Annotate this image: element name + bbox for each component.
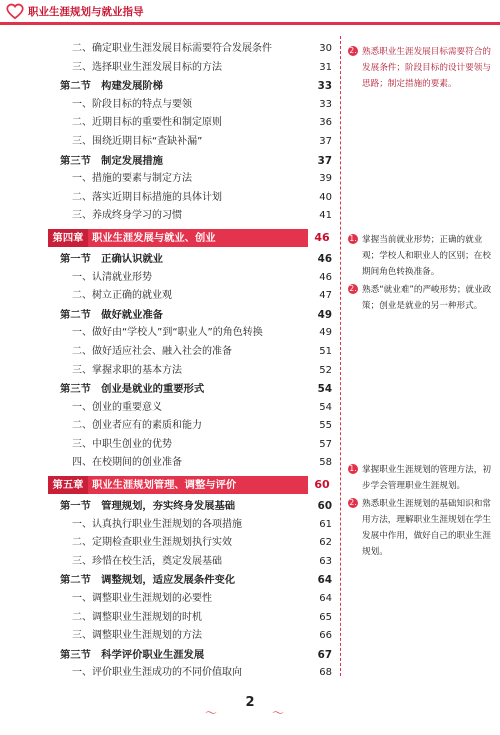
toc-sub-row[interactable] [60, 170, 336, 189]
toc-chapter-row[interactable] [52, 476, 336, 494]
toc-page-number: 58 [319, 457, 332, 469]
page-footer [0, 690, 500, 720]
toc-sub-row[interactable] [60, 133, 336, 152]
toc-entry-title: 一、阶段目标的特点与要领 [72, 98, 192, 110]
toc-sub-row[interactable] [60, 40, 336, 59]
toc-page-number: 54 [319, 401, 332, 413]
toc-entry-title: 三、珍惜在校生活，奠定发展基础 [72, 555, 222, 567]
goal-item [348, 232, 496, 280]
toc-page-number: 60 [308, 476, 336, 494]
toc-entry-title: 第一节 正确认识就业 [60, 252, 163, 265]
toc-entry-title: 三、围绕近期目标“查缺补漏” [72, 135, 203, 147]
chapter-label: 第四章 [48, 229, 88, 247]
toc-entry-title: 一、认真执行职业生涯规划的各项措施 [72, 518, 242, 530]
toc-entry-title: 第二节 调整规划，适应发展条件变化 [60, 574, 236, 587]
chapter-label: 第五章 [48, 476, 88, 494]
toc-page-number: 33 [319, 98, 332, 110]
toc-entry-title: 三、养成终身学习的习惯 [72, 210, 182, 222]
toc-sub-row[interactable] [60, 362, 336, 381]
toc-section-row[interactable] [60, 306, 336, 325]
goal-number-badge: 1. [349, 234, 357, 243]
toc-sub-row[interactable] [60, 324, 336, 343]
column-divider [340, 36, 341, 676]
goal-item [348, 44, 496, 92]
toc-page-number: 68 [319, 667, 332, 679]
toc-sub-row[interactable] [60, 664, 336, 683]
toc-entry-title: 三、选择职业生涯发展目标的方法 [72, 61, 222, 73]
goal-text: 熟悉职业生涯发展目标需要符合的发展条件；阶段目标的设计要领与思路；制定措施的要素。 [362, 47, 491, 89]
toc-entry-title: 职业生涯规划管理、调整与评价 [92, 479, 237, 492]
table-of-contents [52, 40, 336, 683]
toc-entry-title: 二、树立正确的就业观 [72, 290, 172, 302]
toc-page-number: 52 [319, 364, 332, 376]
goal-text: 掌握职业生涯规划的管理方法，初步学会管理职业生涯规划。 [362, 465, 491, 491]
toc-section-row[interactable] [60, 380, 336, 399]
toc-entry-title: 三、调整职业生涯规划的方法 [72, 630, 202, 642]
toc-sub-row[interactable] [60, 436, 336, 455]
toc-page-number: 46 [319, 271, 332, 283]
goal-number-badge: 2. [349, 498, 357, 507]
wave-ornament-right: ～ [272, 706, 285, 720]
toc-entry-title: 一、创业的重要意义 [72, 401, 162, 413]
toc-sub-row[interactable] [60, 399, 336, 418]
toc-sub-row[interactable] [60, 534, 336, 553]
toc-page-number: 39 [319, 173, 332, 185]
goal-number-badge: 2. [349, 284, 357, 293]
goal-item [348, 282, 496, 314]
toc-sub-row[interactable] [60, 59, 336, 78]
goal-number-badge: 1. [349, 464, 357, 473]
toc-entry-title: 第三节 创业是就业的重要形式 [60, 383, 205, 396]
toc-entry-title: 第二节 构建发展阶梯 [60, 80, 163, 93]
toc-sub-row[interactable] [60, 417, 336, 436]
toc-entry-title: 三、掌握求职的基本方法 [72, 364, 182, 376]
toc-sub-row[interactable] [60, 207, 336, 226]
toc-page-number: 41 [319, 210, 332, 222]
toc-entry-title: 二、创业者应有的素质和能力 [72, 420, 202, 432]
toc-section-row[interactable] [60, 497, 336, 516]
toc-entry-title: 第三节 科学评价职业生涯发展 [60, 648, 205, 661]
page-number: 2 [245, 695, 255, 710]
toc-page-number: 31 [319, 61, 332, 73]
toc-entry-title: 第一节 管理规划，夯实终身发展基础 [60, 500, 236, 513]
toc-page-number: 30 [319, 43, 332, 54]
toc-sub-row[interactable] [60, 609, 336, 628]
goal-text: 熟悉职业生涯规划的基础知识和常用方法，理解职业生涯规划在学生发展中作用，做好自己的职业生涯规划。 [362, 499, 491, 557]
header-rule [0, 22, 500, 25]
toc-page-number: 61 [319, 518, 332, 530]
toc-sub-row[interactable] [60, 454, 336, 473]
toc-page-number: 46 [308, 229, 336, 247]
toc-page-number: 49 [317, 308, 332, 321]
toc-page-number: 37 [317, 154, 332, 167]
toc-entry-title: 职业生涯发展与就业、创业 [92, 231, 216, 244]
toc-sub-row[interactable] [60, 189, 336, 208]
toc-page-number: 64 [319, 593, 332, 605]
toc-page-number: 62 [319, 537, 332, 549]
chapter-goals-note [348, 232, 496, 316]
toc-entry-title: 一、调整职业生涯规划的必要性 [72, 593, 212, 605]
goal-text: 熟悉“就业难”的严峻形势；就业政策；创业是就业的另一种形式。 [362, 285, 492, 311]
wave-ornament-left: ～ [205, 706, 218, 720]
toc-page-number: 57 [319, 438, 332, 450]
heart-icon [6, 3, 24, 19]
goal-number-badge: 2. [349, 46, 357, 55]
toc-page-number: 64 [317, 574, 332, 587]
toc-page-number: 33 [317, 80, 332, 93]
toc-sub-row[interactable] [60, 114, 336, 133]
toc-page-number: 60 [317, 500, 332, 513]
toc-page-number: 40 [319, 191, 332, 203]
toc-chapter-row[interactable] [52, 229, 336, 247]
goal-text: 掌握当前就业形势；正确的就业观；学校人和职业人的区别；在校期间角色转换准备。 [362, 235, 491, 277]
toc-sub-row[interactable] [60, 96, 336, 115]
toc-section-row[interactable] [60, 250, 336, 269]
toc-page-number: 51 [319, 345, 332, 357]
toc-sub-row[interactable] [60, 343, 336, 362]
toc-page-number: 66 [319, 630, 332, 642]
toc-sub-row[interactable] [60, 516, 336, 535]
toc-page-number: 67 [317, 648, 332, 661]
toc-entry-title: 二、调整职业生涯规划的时机 [72, 611, 202, 623]
toc-entry-title: 二、近期目标的重要性和制定原则 [72, 117, 222, 129]
toc-entry-title: 第二节 做好就业准备 [60, 308, 163, 321]
toc-page-number: 46 [317, 252, 332, 265]
toc-sub-row[interactable] [60, 269, 336, 288]
goal-item [348, 496, 496, 560]
toc-sub-row[interactable] [60, 553, 336, 572]
toc-sub-row[interactable] [60, 590, 336, 609]
toc-section-row[interactable] [60, 646, 336, 665]
toc-entry-title: 一、评价职业生涯成功的不同价值取向 [72, 667, 242, 679]
toc-entry-title: 三、中职生创业的优势 [72, 438, 172, 450]
toc-entry-title: 二、落实近期目标措施的具体计划 [72, 191, 222, 203]
toc-sub-row[interactable] [60, 627, 336, 646]
toc-sub-row[interactable] [60, 287, 336, 306]
toc-page-number: 63 [319, 555, 332, 567]
toc-entry-title: 第三节 制定发展措施 [60, 154, 163, 167]
chapter-goals-note [348, 462, 496, 562]
chapter-goals-note [348, 44, 496, 94]
toc-page-number: 36 [319, 117, 332, 129]
toc-page-number: 65 [319, 611, 332, 623]
toc-page-number: 47 [319, 290, 332, 302]
header-title: 职业生涯规划与就业指导 [28, 6, 144, 18]
toc-entry-title: 一、做好由“学校人”到“职业人”的角色转换 [72, 327, 263, 339]
goal-item [348, 462, 496, 494]
toc-page-number: 49 [319, 327, 332, 339]
toc-entry-title: 四、在校期间的创业准备 [72, 457, 182, 469]
toc-entry-title: 二、定期检查职业生涯规划执行实效 [72, 537, 232, 549]
toc-entry-title: 一、认清就业形势 [72, 271, 152, 283]
toc-section-row[interactable] [60, 77, 336, 96]
toc-entry-title: 一、措施的要素与制定方法 [72, 173, 192, 185]
toc-page-number: 37 [319, 135, 332, 147]
toc-section-row[interactable] [60, 152, 336, 171]
toc-entry-title: 二、做好适应社会、融入社会的准备 [72, 345, 232, 357]
toc-page-number: 54 [317, 383, 332, 396]
page-header [0, 0, 500, 26]
toc-section-row[interactable] [60, 571, 336, 590]
toc-page-number: 55 [319, 420, 332, 432]
toc-entry-title: 二、确定职业生涯发展目标需要符合发展条件 [72, 43, 272, 54]
